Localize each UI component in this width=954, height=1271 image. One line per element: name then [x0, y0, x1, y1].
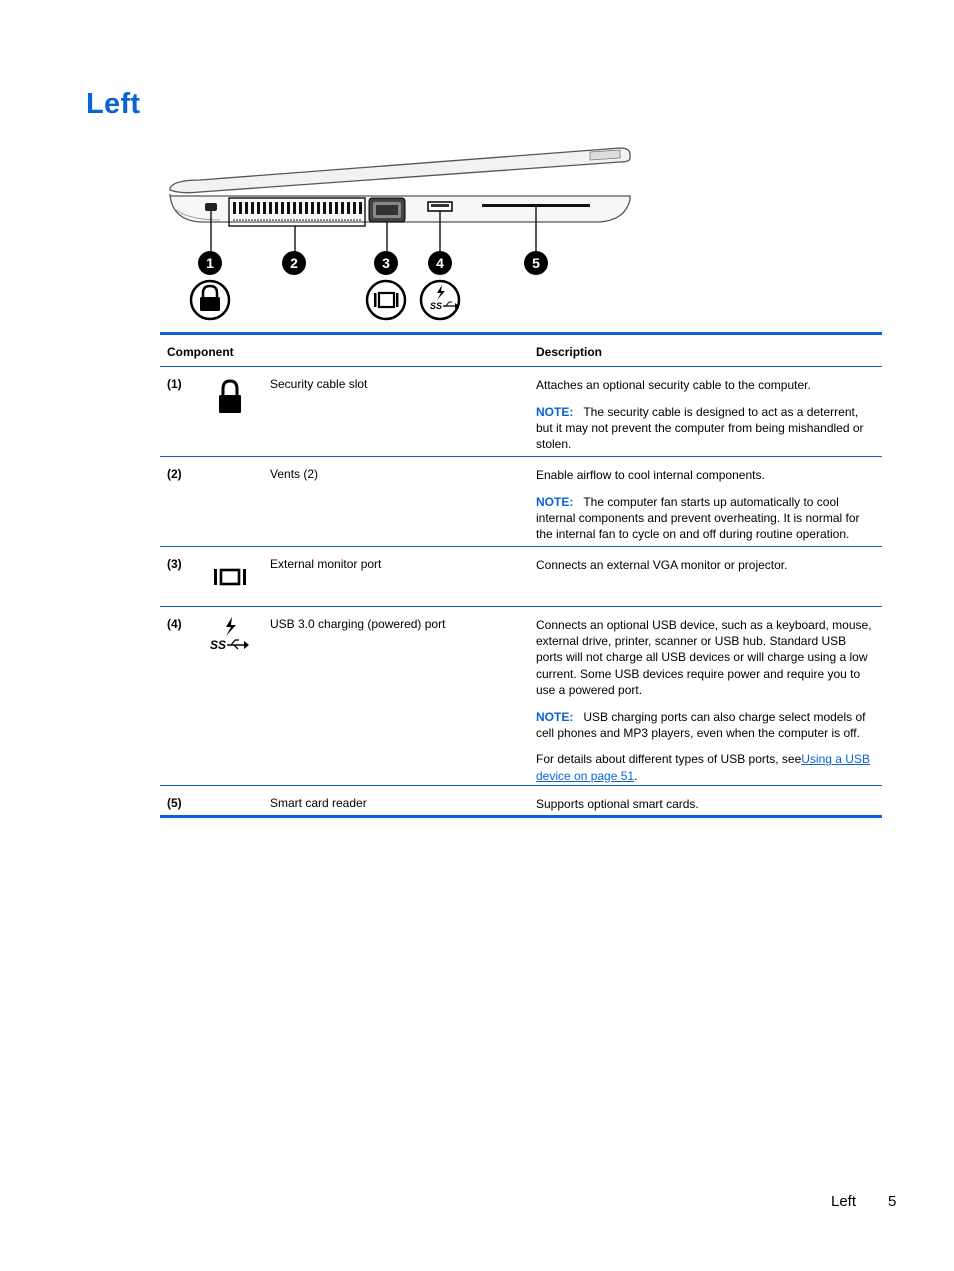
- description-text: Enable airflow to cool internal components.: [536, 468, 765, 482]
- row-number: (4): [167, 617, 182, 631]
- column-header-component: Component: [167, 345, 234, 359]
- svg-text:5: 5: [532, 255, 540, 271]
- svg-text:1: 1: [206, 255, 214, 271]
- note-label: NOTE:: [536, 494, 574, 509]
- table-header-row: [160, 335, 882, 367]
- details-text: [536, 751, 876, 783]
- callout-5: [524, 251, 548, 275]
- usb-device-page-link[interactable]: Using a USB device on page 51: [536, 752, 870, 783]
- description-text: Attaches an optional security cable to the computer.: [536, 378, 811, 392]
- lock-icon: [191, 281, 229, 319]
- description-text: Supports optional smart cards.: [536, 797, 699, 811]
- description-text: Connects an external VGA monitor or projector.: [536, 558, 788, 572]
- monitor-port-icon: [367, 281, 405, 319]
- details-suffix: .: [634, 768, 638, 783]
- callout-1: [198, 251, 222, 275]
- callout-2: [282, 251, 306, 275]
- component-description: [536, 557, 876, 584]
- row-number: (1): [167, 377, 182, 391]
- svg-text:SS: SS: [210, 638, 227, 652]
- table-row: [160, 786, 882, 815]
- note-text: The security cable is designed to act as a deterrent, but it may not prevent the computer from being mishandled or stolen.: [536, 404, 864, 452]
- row-number: (3): [167, 557, 182, 571]
- usb-charging-icon: [421, 281, 459, 319]
- footer-section-label: Left: [831, 1193, 857, 1210]
- component-name: USB 3.0 charging (powered) port: [270, 617, 446, 631]
- diagram-vga-port: [369, 198, 405, 222]
- svg-text:2: 2: [290, 255, 298, 271]
- component-name: Security cable slot: [270, 377, 368, 391]
- component-description: [536, 796, 876, 823]
- svg-text:SS: SS: [430, 301, 443, 311]
- row-number: (2): [167, 467, 182, 481]
- diagram-security-slot: [205, 203, 217, 211]
- components-table: [160, 332, 882, 818]
- table-row: [160, 547, 882, 607]
- component-name: External monitor port: [270, 557, 382, 571]
- column-header-description: Description: [536, 345, 603, 359]
- description-text: Connects an optional USB device, such as a keyboard, mouse, external drive, printer, scanner or USB hub. Standard USB ports will not charge all USB devices or will charge using a low current. Some USB devices require power and require you to use a powered port.: [536, 618, 872, 697]
- note-text: The computer fan starts up automatically to cool internal components and prevent overheating. It is normal for the internal fan to cycle on and off during routine operation.: [536, 494, 860, 542]
- svg-text:3: 3: [382, 255, 390, 271]
- component-name: Smart card reader: [270, 796, 367, 810]
- note-text: USB charging ports can also charge select models of cell phones and MP3 players, even when the computer is off.: [536, 709, 866, 740]
- component-description: [536, 467, 876, 553]
- details-prefix: For details about different types of USB ports, see: [536, 752, 802, 767]
- component-description: [536, 377, 876, 463]
- callout-3: [374, 251, 398, 275]
- footer-page-number: 5: [888, 1193, 897, 1210]
- laptop-left-side-diagram: [160, 140, 640, 330]
- page-title: Left: [86, 88, 141, 120]
- note-label: NOTE:: [536, 404, 574, 419]
- component-name: Vents (2): [270, 467, 319, 481]
- note: [536, 404, 876, 453]
- usb-charging-icon: [210, 615, 250, 655]
- note-label: NOTE:: [536, 709, 574, 724]
- lock-icon: [210, 375, 250, 415]
- note: [536, 709, 876, 741]
- table-row: [160, 367, 882, 457]
- table-row: [160, 457, 882, 547]
- row-number: (5): [167, 796, 182, 810]
- note: [536, 494, 876, 543]
- callout-4: [428, 251, 452, 275]
- monitor-port-icon: [210, 555, 250, 595]
- diagram-card-slot: [482, 204, 590, 207]
- table-row: [160, 607, 882, 786]
- svg-text:4: 4: [436, 255, 444, 271]
- component-description: [536, 617, 876, 794]
